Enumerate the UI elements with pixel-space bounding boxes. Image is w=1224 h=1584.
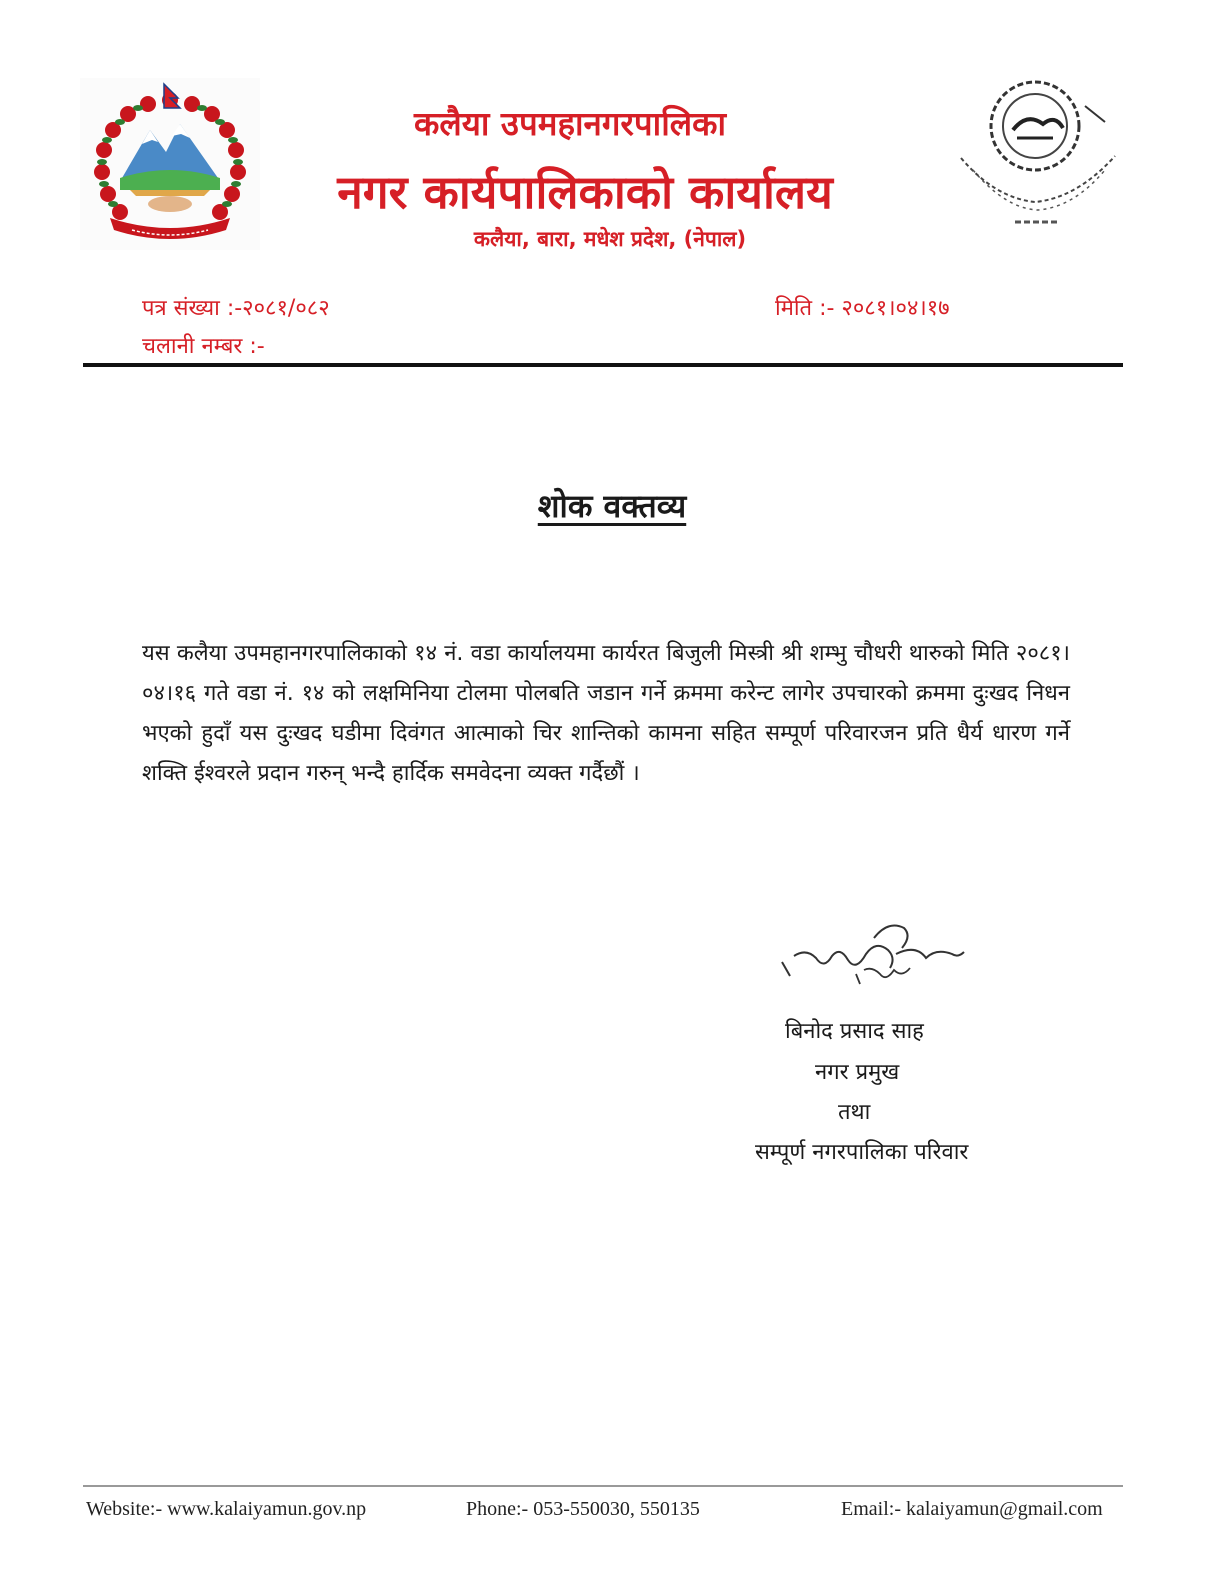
- letter-date: मिति :- २०८१।०४।१७: [775, 296, 950, 321]
- dispatch-number: चलानी नम्बर :-: [142, 334, 265, 359]
- signature-icon: [776, 918, 968, 994]
- letter-number: पत्र संख्या :-२०८१/०८२: [142, 296, 330, 321]
- signatory-name: बिनोद प्रसाद साह: [785, 1019, 924, 1044]
- signatory-position: नगर प्रमुख: [815, 1060, 900, 1085]
- nepal-emblem-icon: [80, 78, 260, 250]
- office-address: कलैया, बारा, मधेश प्रदेश, (नेपाल): [473, 227, 747, 251]
- condolence-body: यस कलैया उपमहानगरपालिकाको १४ नं. वडा कार्यालयमा कार्यरत बिजुली मिस्त्री श्री शम्भु चौधरी थारुको मिति २०८१।०४।१६ गते वडा नं. १४ को लक्षमिनिया टोलमा पोलबति जडान गर्ने क्रममा करेन्ट लागेर उपचारको क्रममा दुःखद निधन भएको हुदाँ यस दुःखद घडीमा दिवंगत आत्माको चिर शान्तिको कामना सहित सम्पूर्ण परिवारजन प्रति धैर्य धारण गर्ने शक्ति ईश्वरले प्रदान गरुन् भन्दै हार्दिक समवेदना व्यक्त गर्दैछौं ।: [142, 641, 1070, 786]
- document-title: शोक वक्तव्य: [537, 487, 687, 525]
- office-title: नगर कार्यपालिकाको कार्यालय: [337, 165, 833, 219]
- signatory-conjunction: तथा: [838, 1100, 871, 1125]
- header-divider: [83, 363, 1123, 367]
- footer-divider: [83, 1485, 1123, 1487]
- office-name: कलैया उपमहानगरपालिका: [413, 104, 727, 143]
- footer-email: Email:- kalaiyamun@gmail.com: [841, 1498, 1103, 1520]
- footer-website: Website:- www.kalaiyamun.gov.np: [86, 1498, 367, 1520]
- signatory-family: सम्पूर्ण नगरपालिका परिवार: [755, 1140, 969, 1165]
- municipality-seal-icon: [955, 66, 1125, 241]
- footer-phone: Phone:- 053-550030, 550135: [466, 1498, 700, 1520]
